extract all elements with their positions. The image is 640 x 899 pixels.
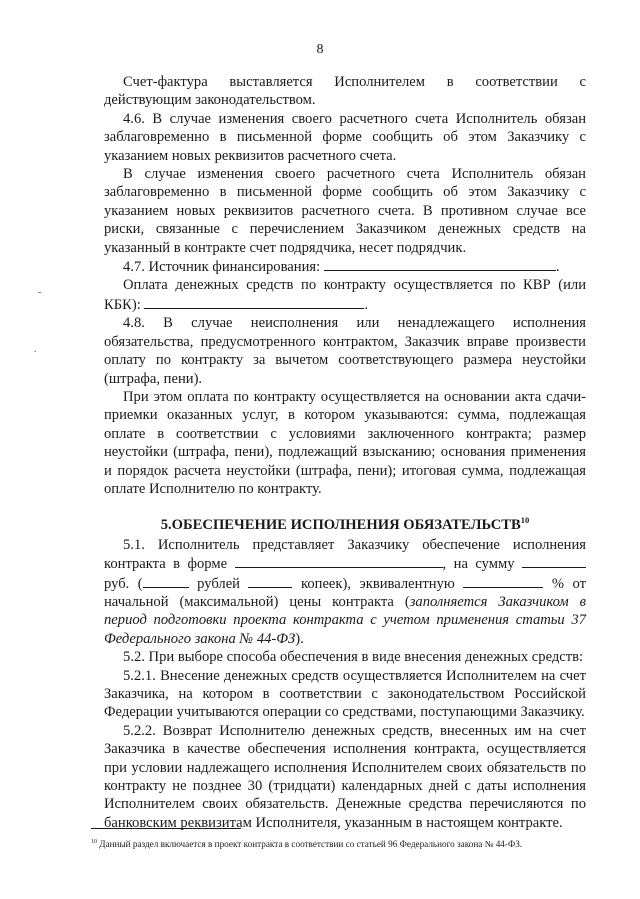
- p51-italic-note: заполняется Заказчиком в период подготовки проекта контракта с учетом применения статьи 37 Федерального закона № 44-ФЗ: [104, 593, 586, 647]
- paragraph-4-6-risk: В случае изменения своего расчетного счета Исполнитель обязан заблаговременно в письменной форме сообщить об этом Заказчику с указанием новых реквизитов расчетного счета. В противном случае все риски, связанные с перечислением Заказчиком денежных средств на указанный в контракте счет подрядчика, несет подрядчик.: [104, 166, 586, 256]
- p51-text-c: руб. (: [104, 575, 143, 592]
- p51-text-g: ).: [295, 630, 304, 647]
- footnote-number: 10: [91, 838, 97, 845]
- footnote-separator: [91, 828, 241, 829]
- kbk-blank: [144, 295, 364, 309]
- paragraph-4-6: 4.6. В случае изменения своего расчетного счета Исполнитель обязан заблаговременно в письменной форме сообщить об этом Заказчику с указанием новых реквизитов расчетного счета.: [104, 110, 586, 164]
- financing-source-label: 4.7. Источник финансирования:: [123, 259, 321, 276]
- kbk-label: КБК):: [104, 296, 141, 313]
- margin-mark-dot: .: [34, 344, 37, 355]
- paragraph-5-1: [104, 536, 586, 648]
- rubles-blank: [143, 574, 189, 588]
- kopecks-blank: [248, 574, 292, 588]
- document-body: [104, 73, 586, 832]
- paragraph-5-2: 5.2. При выборе способа обеспечения в виде внесения денежных средств:: [123, 649, 584, 666]
- paragraph-4-7: [104, 257, 586, 276]
- footnote-text: Данный раздел включается в проект контракта в соответствии со статьей 96 Федерального закона № 44-ФЗ.: [97, 839, 523, 849]
- financing-source-end: .: [555, 259, 560, 276]
- p51-text-e: копеек), эквивалентную: [300, 575, 455, 592]
- kbk-end: .: [364, 296, 369, 313]
- paragraph-invoice: Счет-фактура выставляется Исполнителем в соответствии с действующим законодательством.: [104, 74, 586, 109]
- paragraph-5-2-1: 5.2.1. Внесение денежных средств осуществляется Исполнителем на счет Заказчика, на котором в соответствии с законодательством Российской Федерации учитываются операции со средствами, поступающими Заказчику.: [104, 667, 586, 721]
- security-form-blank: [235, 554, 443, 568]
- percent-blank: [463, 574, 543, 588]
- p51-text-d: рублей: [197, 575, 240, 592]
- paragraph-4-8: 4.8. В случае неисполнения или ненадлежащего исполнения обязательства, предусмотренного контрактом, Заказчик вправе произвести оплату по контракту за вычетом соответствующего размера неустойки (штрафа, пени).: [104, 315, 586, 387]
- footnote: [91, 838, 581, 851]
- margin-mark-dash: -: [38, 287, 42, 298]
- paragraph-kvr: [104, 276, 586, 314]
- p51-text-b: , на сумму: [442, 556, 515, 573]
- p51-text-f: % от начальной (максимальной) цены контракта (: [104, 575, 586, 610]
- security-amount-blank: [522, 554, 586, 568]
- p51-text-a: 5.1. Исполнитель представляет Заказчику обеспечение исполнения контракта в форме: [104, 536, 586, 573]
- section-5-footnote-ref: 10: [520, 515, 530, 526]
- financing-source-blank: [324, 257, 556, 271]
- section-5-heading: [104, 516, 586, 534]
- kvr-text: Оплата денежных средств по контракту осуществляется по КВР (или: [123, 277, 586, 294]
- paragraph-5-2-2: 5.2.2. Возврат Исполнителю денежных средств, внесенных им на счет Заказчика в качестве обеспечения исполнения контракта, осуществляется при условии надлежащего исполнения Исполнителем своих обязательств по контракту не позднее 30 (тридцати) календарных дней с даты исполнения Исполнителем своих обязательств. Денежные средства перечисляются по банковским реквизитам Исполнителя, указанным в настоящем контракте.: [104, 722, 586, 831]
- page-number: 8: [316, 42, 324, 57]
- section-5-title: 5.ОБЕСПЕЧЕНИЕ ИСПОЛНЕНИЯ ОБЯЗАТЕЛЬСТВ: [160, 517, 521, 534]
- paragraph-payment: При этом оплата по контракту осуществляется на основании акта сдачи-приемки оказанных услуг, в котором указываются: сумма, подлежащая оплате в соответствии с условиями заключенного контракта; размер неустойки (штрафа, пени), подлежащий взысканию; основания применения и порядок расчета неустойки (штрафа, пени); итоговая сумма, подлежащая оплате Исполнителю по контракту.: [104, 388, 586, 497]
